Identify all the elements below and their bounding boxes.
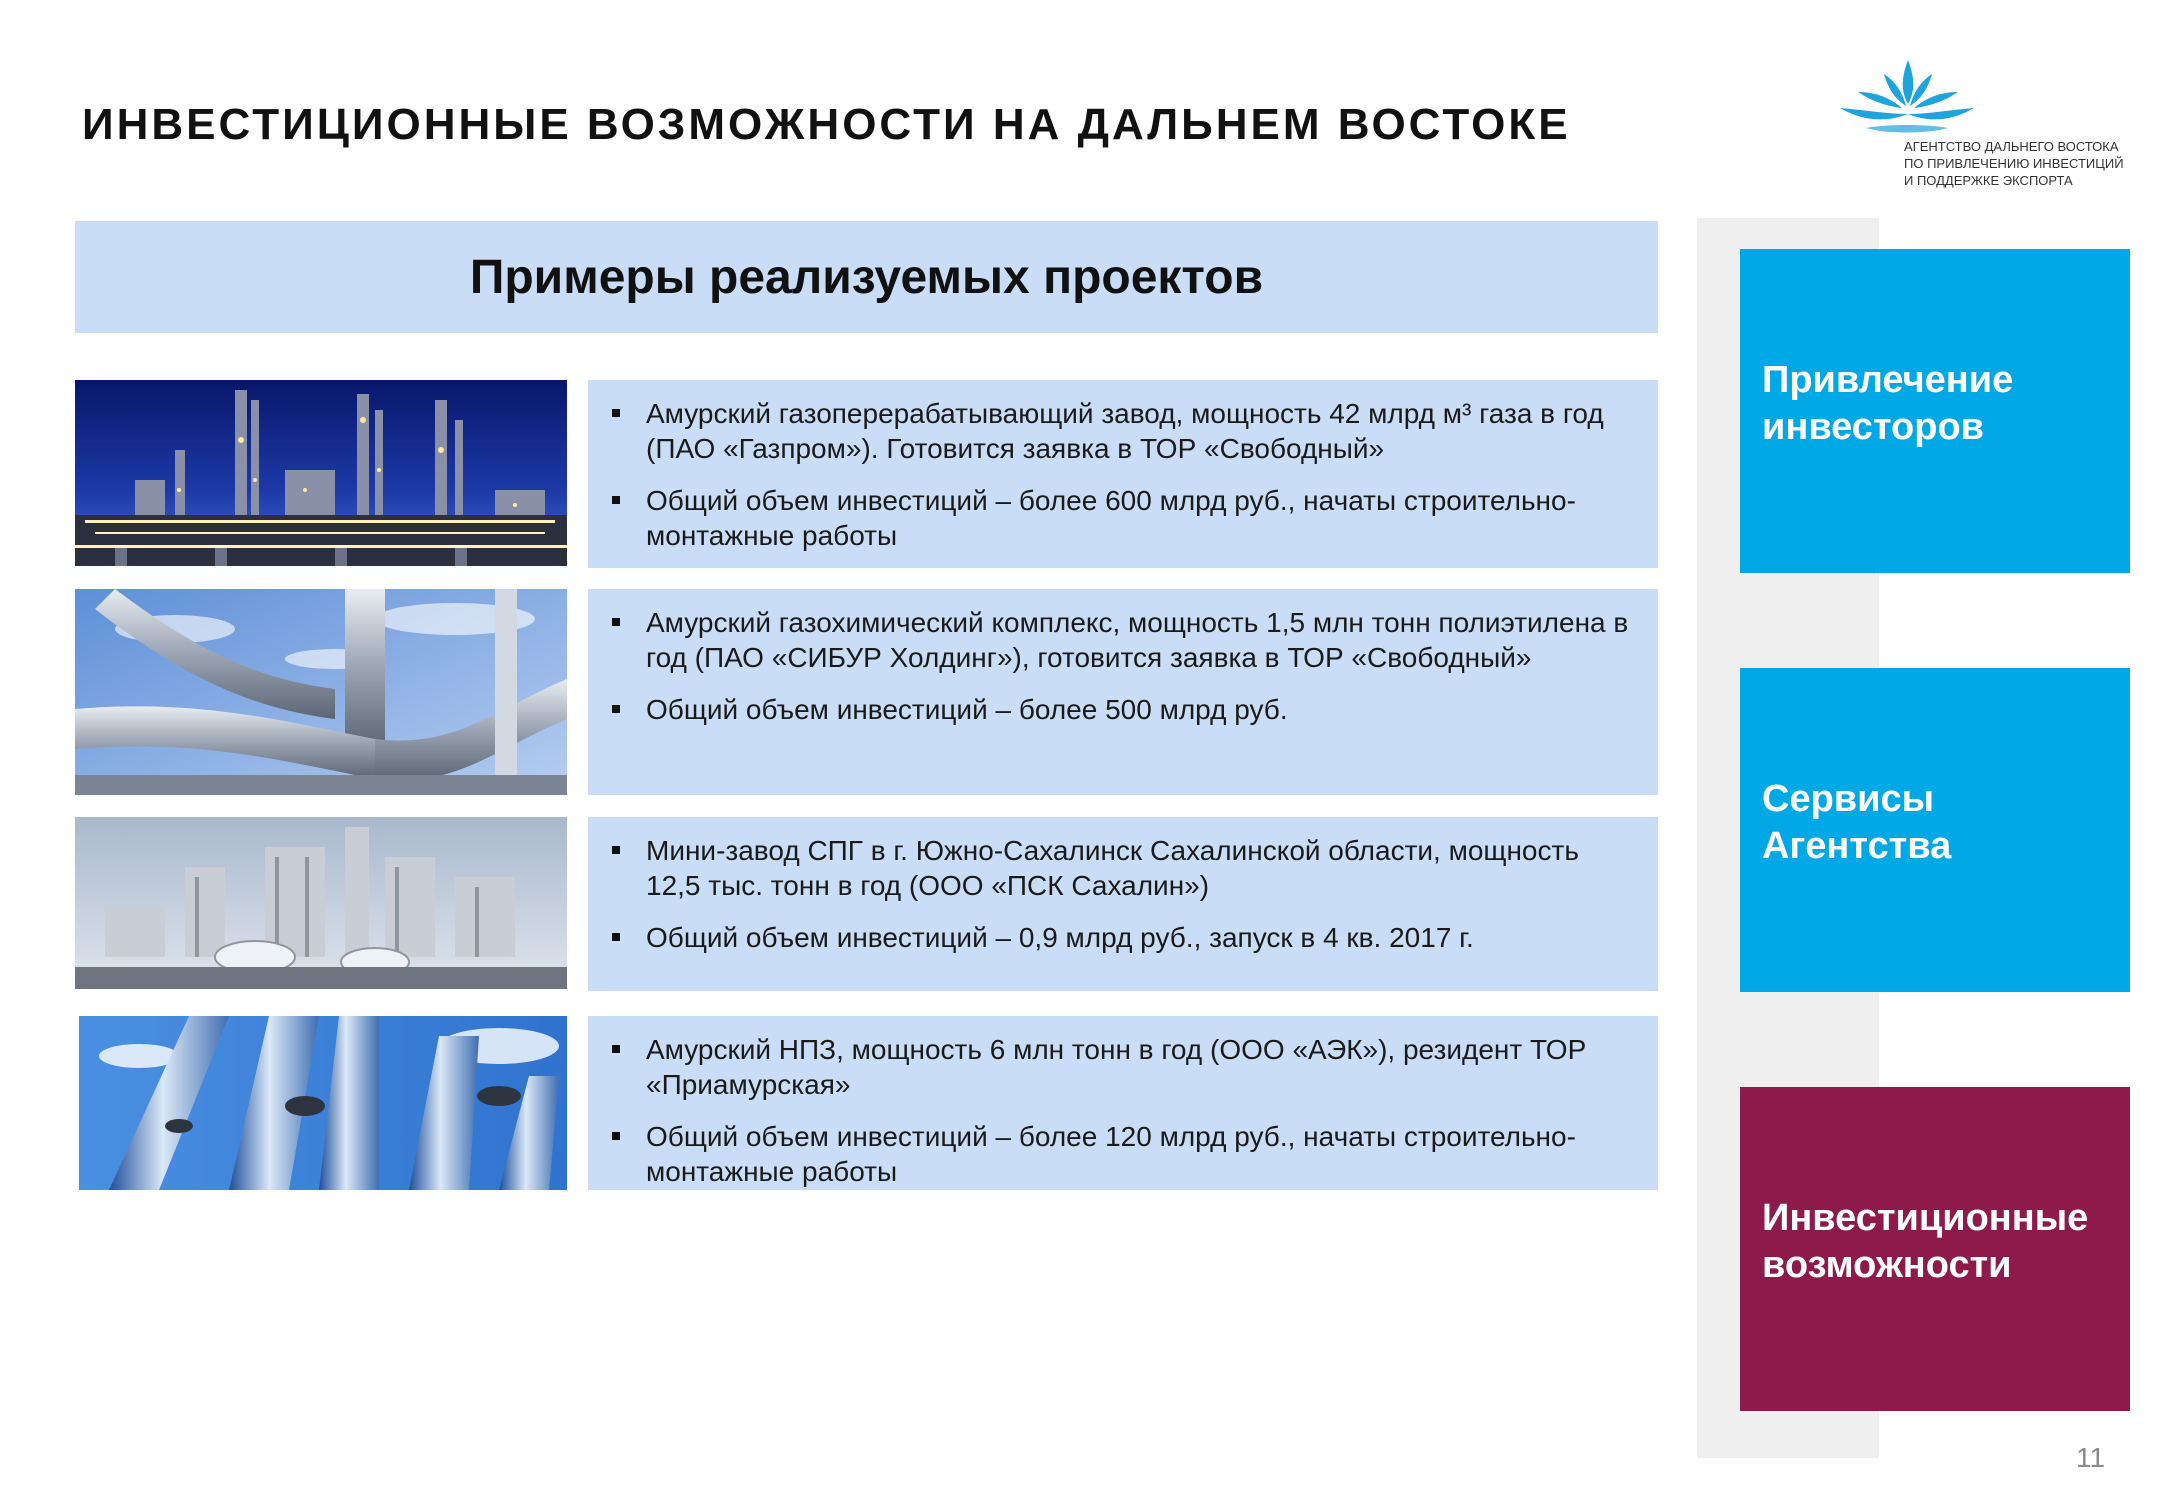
nav-tile-agency-services-label: Сервисы Агентства bbox=[1762, 778, 1952, 867]
lng-plant-photo bbox=[75, 817, 567, 989]
project-4-bullet-1: Амурский НПЗ, мощность 6 млн тонн в год (ООО «АЭК»), резидент ТОР «Приамурская» bbox=[646, 1032, 1634, 1102]
project-2-text-box bbox=[588, 589, 1658, 795]
logo-text: АГЕНТСТВО ДАЛЬНЕГО ВОСТОКА ПО ПРИВЛЕЧЕНИЮ ИНВЕСТИЦИЙ И ПОДДЕРЖКЕ ЭКСПОРТА bbox=[1904, 139, 2124, 188]
refinery-columns-photo bbox=[79, 1016, 567, 1190]
nav-tile-investors-label: Привлечение инвесторов bbox=[1762, 359, 2014, 448]
project-3-bullets bbox=[646, 833, 1634, 955]
project-4-text-box bbox=[588, 1016, 1658, 1190]
project-4-bullets bbox=[646, 1032, 1634, 1189]
nav-tile-agency-services[interactable] bbox=[1740, 668, 2130, 992]
project-3-text-box bbox=[588, 817, 1658, 991]
nav-tile-investment-opportunities[interactable] bbox=[1740, 1087, 2130, 1411]
nav-tile-investment-opportunities-label: Инвестиционные возможности bbox=[1762, 1197, 2089, 1286]
project-3-bullet-2: Общий объем инвестиций – 0,9 млрд руб., запуск в 4 кв. 2017 г. bbox=[646, 920, 1634, 955]
section-header bbox=[75, 221, 1658, 333]
page-title: ИНВЕСТИЦИОННЫЕ ВОЗМОЖНОСТИ НА ДАЛЬНЕМ ВОСТОКЕ bbox=[82, 100, 1571, 149]
project-2-bullets bbox=[646, 605, 1634, 727]
lotus-icon bbox=[1836, 52, 1976, 142]
gas-chemical-pipes-photo bbox=[75, 589, 567, 795]
nav-tile-investors[interactable] bbox=[1740, 249, 2130, 573]
project-3-bullet-1: Мини-завод СПГ в г. Южно-Сахалинск Сахалинской области, мощность 12,5 тыс. тонн в год (ООО «ПСК Сахалин») bbox=[646, 833, 1634, 903]
page-number: 11 bbox=[2076, 1442, 2106, 1473]
project-1-bullet-2: Общий объем инвестиций – более 600 млрд руб., начаты строительно-монтажные работы bbox=[646, 483, 1634, 553]
section-title: Примеры реализуемых проектов bbox=[469, 250, 1264, 304]
gas-processing-plant-night-photo bbox=[75, 380, 567, 566]
agency-logo[interactable] bbox=[1836, 52, 2136, 202]
project-1-bullets bbox=[646, 396, 1634, 553]
project-1-bullet-1: Амурский газоперерабатывающий завод, мощность 42 млрд м³ газа в год (ПАО «Газпром»). Готовится заявка в ТОР «Свободный» bbox=[646, 396, 1634, 466]
project-2-bullet-1: Амурский газохимический комплекс, мощность 1,5 млн тонн полиэтилена в год (ПАО «СИБУР Холдинг»), готовится заявка в ТОР «Свободный» bbox=[646, 605, 1634, 675]
project-4-bullet-2: Общий объем инвестиций – более 120 млрд руб., начаты строительно-монтажные работы bbox=[646, 1119, 1634, 1189]
project-1-text-box bbox=[588, 380, 1658, 568]
project-2-bullet-2: Общий объем инвестиций – более 500 млрд руб. bbox=[646, 692, 1634, 727]
